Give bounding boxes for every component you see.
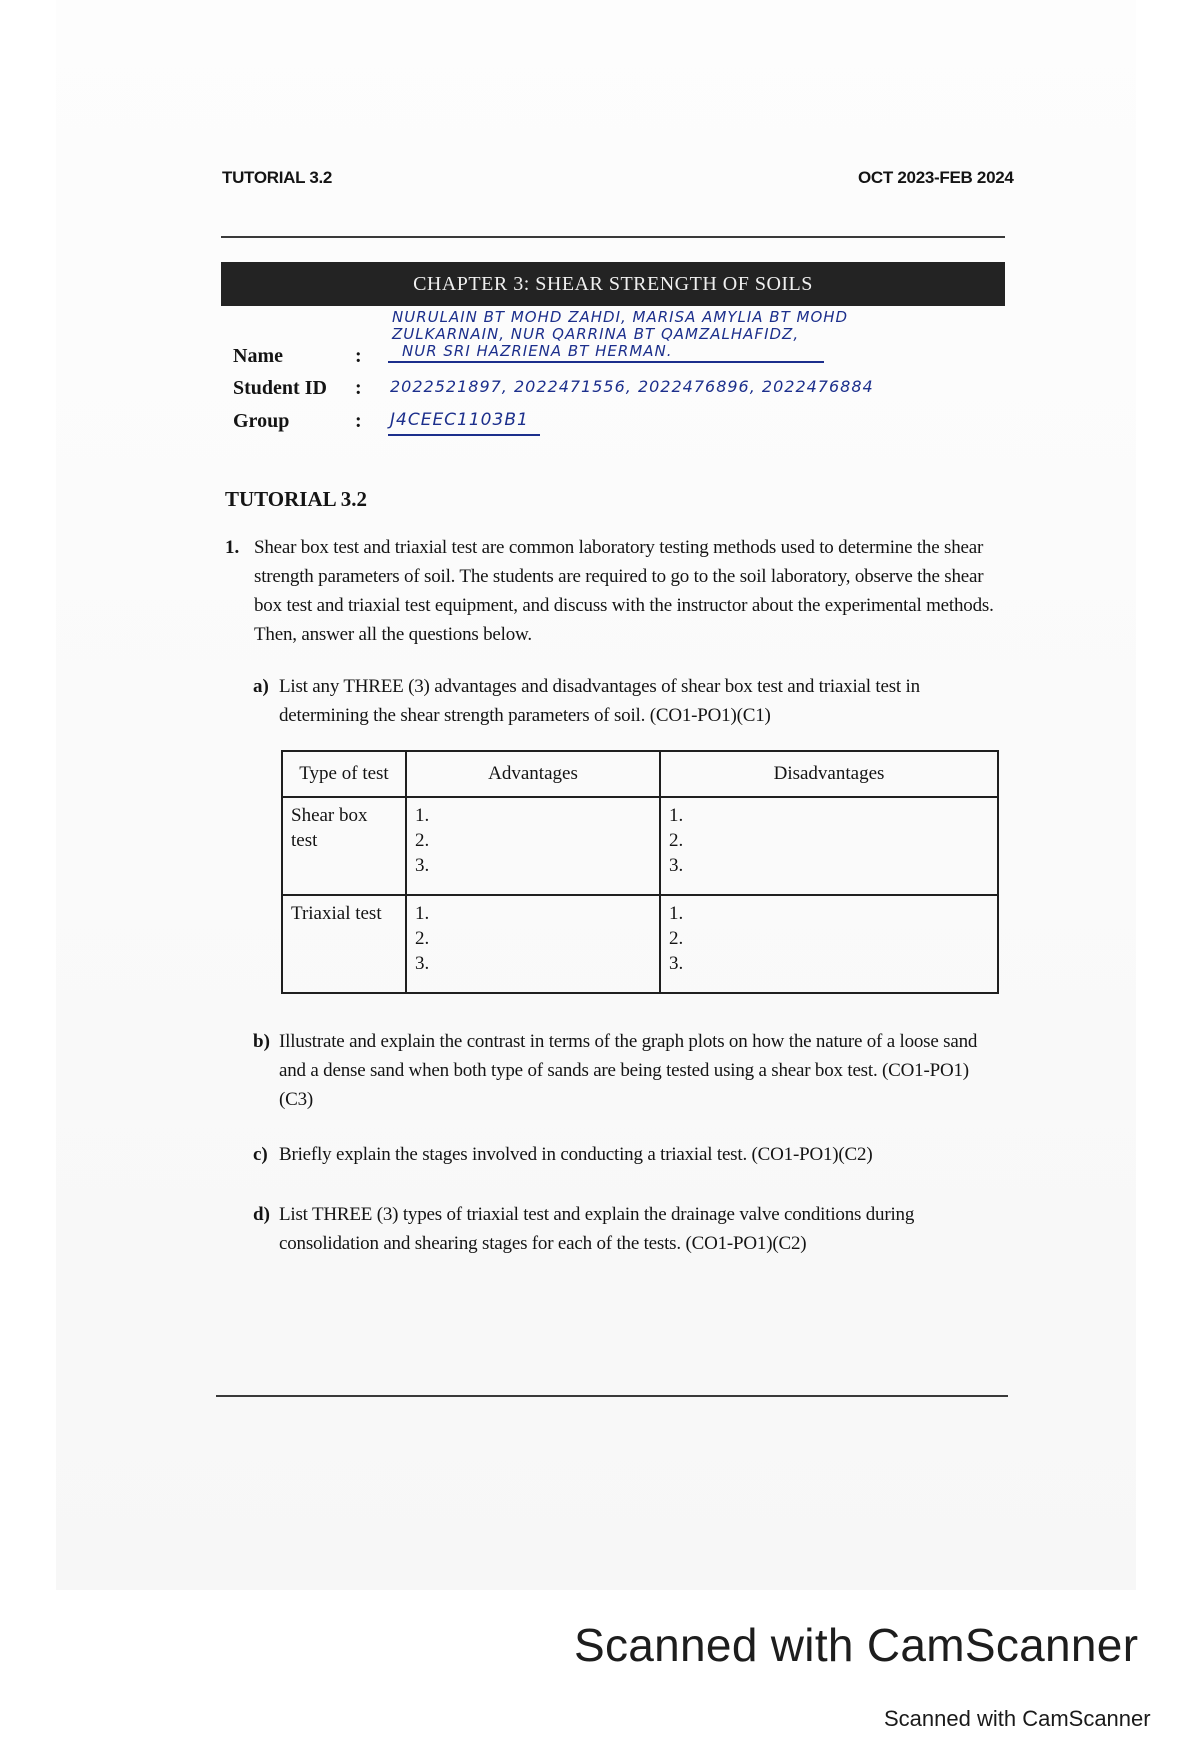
part-c-label: c) [253,1144,268,1165]
table-header-row [282,751,998,797]
list-item: 2. [415,928,430,949]
list-item: 1. [669,903,684,924]
list-item: 2. [415,830,430,851]
part-d-text: List THREE (3) types of triaxial test and explain the drainage valve conditions during consolidation and shearing stages for each of the tests. (CO1-PO1)(C2) [279,1204,915,1254]
name-label: Name [233,345,283,367]
table-row [282,797,998,895]
list-item: 1. [669,805,684,826]
name-line-3: NUR SRI HAZRIENA BT HERMAN. [402,342,673,360]
camscanner-watermark: Scanned with CamScanner [574,1619,1139,1671]
shear-box-disadvantages-cell [660,797,998,895]
question-number: 1. [225,537,240,558]
chapter-title-bar [221,262,1005,306]
header-right: OCT 2023-FEB 2024 [858,168,1014,187]
name-colon: : [355,345,362,367]
col-header-type: Type of test [282,751,406,797]
student-id-colon: : [355,377,362,399]
bottom-rule [216,1395,1008,1397]
footer-caption: Scanned with CamScanner [884,1706,1151,1731]
student-id-label: Student ID [233,377,327,399]
part-a-text: List any THREE (3) advantages and disadvantages of shear box test and triaxial test in determining the shear strength parameters of soil. (CO1-PO1)(C1) [279,676,920,726]
part-d-label: d) [253,1204,270,1225]
list-item: 3. [415,855,430,876]
list-item: 3. [669,953,684,974]
group-colon: : [355,410,362,432]
chapter-title: CHAPTER 3: SHEAR STRENGTH OF SOILS [413,272,813,295]
triaxial-disadvantages-cell [660,895,998,993]
advantages-table [281,750,999,994]
list-item: 3. [415,953,430,974]
section-heading: TUTORIAL 3.2 [225,487,367,511]
list-item: 2. [669,928,684,949]
list-item: 2. [669,830,684,851]
list-item: 3. [669,855,684,876]
shear-box-advantages-cell [406,797,660,895]
list-item: 1. [415,903,430,924]
name-underline [388,361,824,363]
part-a-label: a) [253,676,269,697]
row-type-triaxial: Triaxial test [282,895,406,993]
name-line-2: ZULKARNAIN, NUR QARRINA BT QAMZALHAFIDZ, [392,325,800,343]
part-b-label: b) [253,1031,270,1052]
name-value [392,309,848,360]
row-type-shear-box: Shear box test [282,797,406,895]
part-c-text: Briefly explain the stages involved in conducting a triaxial test. (CO1-PO1)(C2) [279,1144,873,1165]
group-label: Group [233,410,290,432]
triaxial-advantages-cell [406,895,660,993]
group-underline [388,434,540,436]
col-header-disadvantages: Disadvantages [660,751,998,797]
group-value: J4CEEC1103B1 [390,410,529,430]
header-left: TUTORIAL 3.2 [222,168,333,187]
part-b-text: Illustrate and explain the contrast in terms of the graph plots on how the nature of a loose sand and a dense sand when both type of sands are being tested using a shear box test. (CO1-PO1)(C3) [279,1031,978,1110]
list-item: 1. [415,805,430,826]
name-line-1: NURULAIN BT MOHD ZAHDI, MARISA AMYLIA BT MOHD [392,308,849,326]
header-rule [221,236,1005,238]
student-id-value: 2022521897, 2022471556, 2022476896, 2022476884 [390,377,874,396]
question-text: Shear box test and triaxial test are common laboratory testing methods used to determine the shear strength parameters of soil. The students are required to go to the soil laboratory, observe the shear box test and triaxial test equipment, and discuss with the instructor about the experimental methods. Then, answer all the questions below. [254,537,994,645]
col-header-advantages: Advantages [406,751,660,797]
table-row [282,895,998,993]
